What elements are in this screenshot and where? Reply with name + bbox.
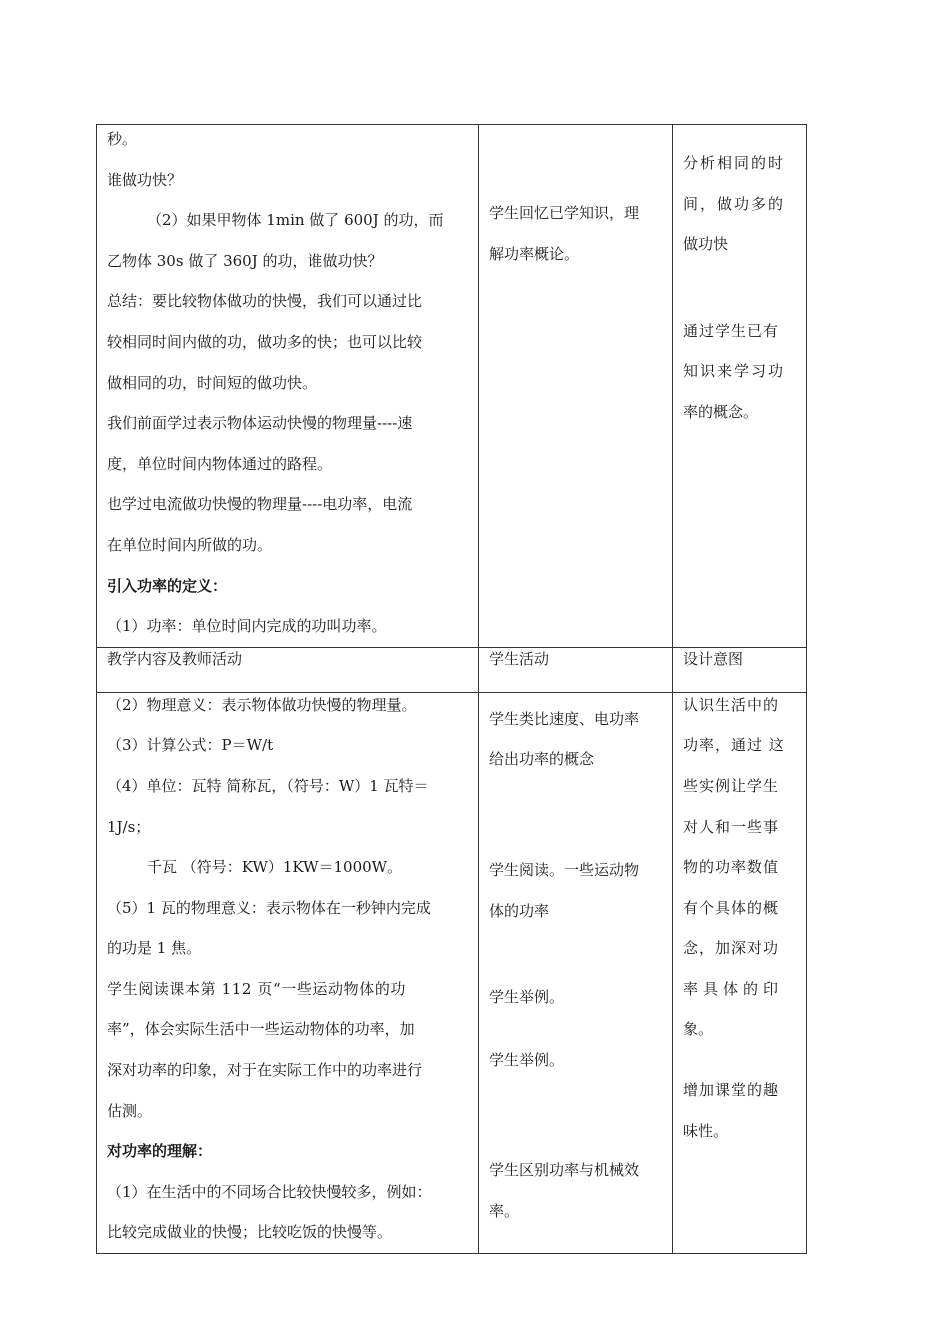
content-line: （3）计算公式：P＝W/t bbox=[107, 736, 274, 755]
header-teaching-content: 教学内容及教师活动 bbox=[97, 647, 479, 692]
content-line: 味性。 bbox=[683, 1121, 729, 1140]
content-line: 率具体的印 bbox=[683, 979, 784, 998]
teaching-content-cell bbox=[97, 125, 479, 648]
section-heading: 对功率的理解： bbox=[107, 1142, 213, 1161]
content-line: 增加课堂的趣 bbox=[683, 1081, 780, 1100]
content-line: 也学过电流做功快慢的物理量----电功率，电流 bbox=[107, 495, 413, 514]
content-line: 做功快 bbox=[683, 235, 729, 254]
content-line: 率的概念。 bbox=[683, 402, 759, 421]
design-intent-cell bbox=[673, 125, 807, 648]
content-line: 学生阅读课本第 112 页“一些运动物体的功 bbox=[107, 979, 407, 998]
content-line: 谁做功快？ bbox=[107, 170, 183, 189]
content-line: 些实例让学生 bbox=[683, 776, 780, 795]
content-line: 估测。 bbox=[107, 1101, 153, 1120]
content-line: 学生回忆已学知识，理 bbox=[489, 204, 640, 222]
content-line: 率。 bbox=[489, 1201, 520, 1220]
content-line: 学生类比速度、电功率 bbox=[489, 709, 640, 728]
section-heading: 引入功率的定义： bbox=[107, 576, 228, 595]
content-line: 做相同的功，时间短的做功快。 bbox=[107, 373, 318, 392]
content-line: 在单位时间内所做的功。 bbox=[107, 535, 273, 554]
content-line: 象。 bbox=[683, 1020, 714, 1039]
table-row bbox=[97, 692, 807, 1253]
content-line: 学生举例。 bbox=[489, 988, 565, 1007]
content-line: 乙物体 30s 做了 360J 的功，谁做功快？ bbox=[107, 251, 383, 270]
teaching-content-cell bbox=[97, 692, 479, 1253]
content-line: 体的功率 bbox=[489, 901, 550, 920]
content-line: （1）在生活中的不同场合比较快慢较多，例如： bbox=[107, 1182, 432, 1201]
content-line: 间，做功多的 bbox=[683, 194, 786, 213]
content-line: 总结：要比较物体做功的快慢，我们可以通过比 bbox=[107, 292, 423, 311]
content-line: 较相同时间内做的功，做功多的快；也可以比较 bbox=[107, 332, 423, 351]
content-line: 对人和一些事 bbox=[683, 817, 780, 836]
header-student-activity: 学生活动 bbox=[479, 647, 673, 692]
student-activity-cell bbox=[479, 125, 673, 648]
content-line: 认识生活中的 bbox=[683, 695, 780, 714]
table-row bbox=[97, 125, 807, 648]
content-line: 解功率概论。 bbox=[489, 244, 580, 263]
content-line: 深对功率的印象，对于在实际工作中的功率进行 bbox=[107, 1061, 423, 1080]
content-line: 的功是 1 焦。 bbox=[107, 939, 202, 958]
student-activity-cell bbox=[479, 692, 673, 1253]
design-intent-cell bbox=[673, 692, 807, 1253]
content-line: 知识来学习功 bbox=[683, 362, 786, 381]
content-line: 分析相同的时 bbox=[683, 154, 786, 172]
content-line: 给出功率的概念 bbox=[489, 750, 595, 769]
content-line: 功率，通过 这 bbox=[683, 736, 785, 755]
content-line: 通过学生已有 bbox=[683, 321, 780, 340]
lesson-table bbox=[96, 124, 807, 1254]
content-line: 千瓦 （符号：KW）1KW＝1000W。 bbox=[147, 858, 403, 877]
content-line: （4）单位：瓦特 简称瓦，（符号：W）1 瓦特＝ bbox=[107, 776, 429, 795]
content-line: 有个具体的概 bbox=[683, 898, 780, 917]
content-line: 学生举例。 bbox=[489, 1050, 565, 1069]
content-line: 秒。 bbox=[107, 130, 138, 148]
content-line: 度，单位时间内物体通过的路程。 bbox=[107, 454, 333, 473]
content-line: 念，加深对功 bbox=[683, 939, 780, 958]
content-line: （5）1 瓦的物理意义：表示物体在一秒钟内完成 bbox=[107, 898, 431, 917]
content-line: 学生阅读。一些运动物 bbox=[489, 860, 640, 879]
content-line: 1J/s； bbox=[107, 817, 151, 836]
content-line: （2）物理意义：表示物体做功快慢的物理量。 bbox=[107, 695, 417, 714]
content-line: （2）如果甲物体 1min 做了 600J 的功，而 bbox=[147, 211, 444, 230]
content-line: 我们前面学过表示物体运动快慢的物理量----速 bbox=[107, 414, 413, 433]
content-line: 学生区别功率与机械效 bbox=[489, 1161, 640, 1180]
content-line: （1）功率：单位时间内完成的功叫功率。 bbox=[107, 617, 387, 636]
content-line: 物的功率数值 bbox=[683, 858, 780, 877]
content-line: 比较完成做业的快慢；比较吃饭的快慢等。 bbox=[107, 1223, 393, 1242]
header-design-intent: 设计意图 bbox=[673, 647, 807, 692]
content-line: 率”，体会实际生活中一些运动物体的功率，加 bbox=[107, 1020, 415, 1039]
